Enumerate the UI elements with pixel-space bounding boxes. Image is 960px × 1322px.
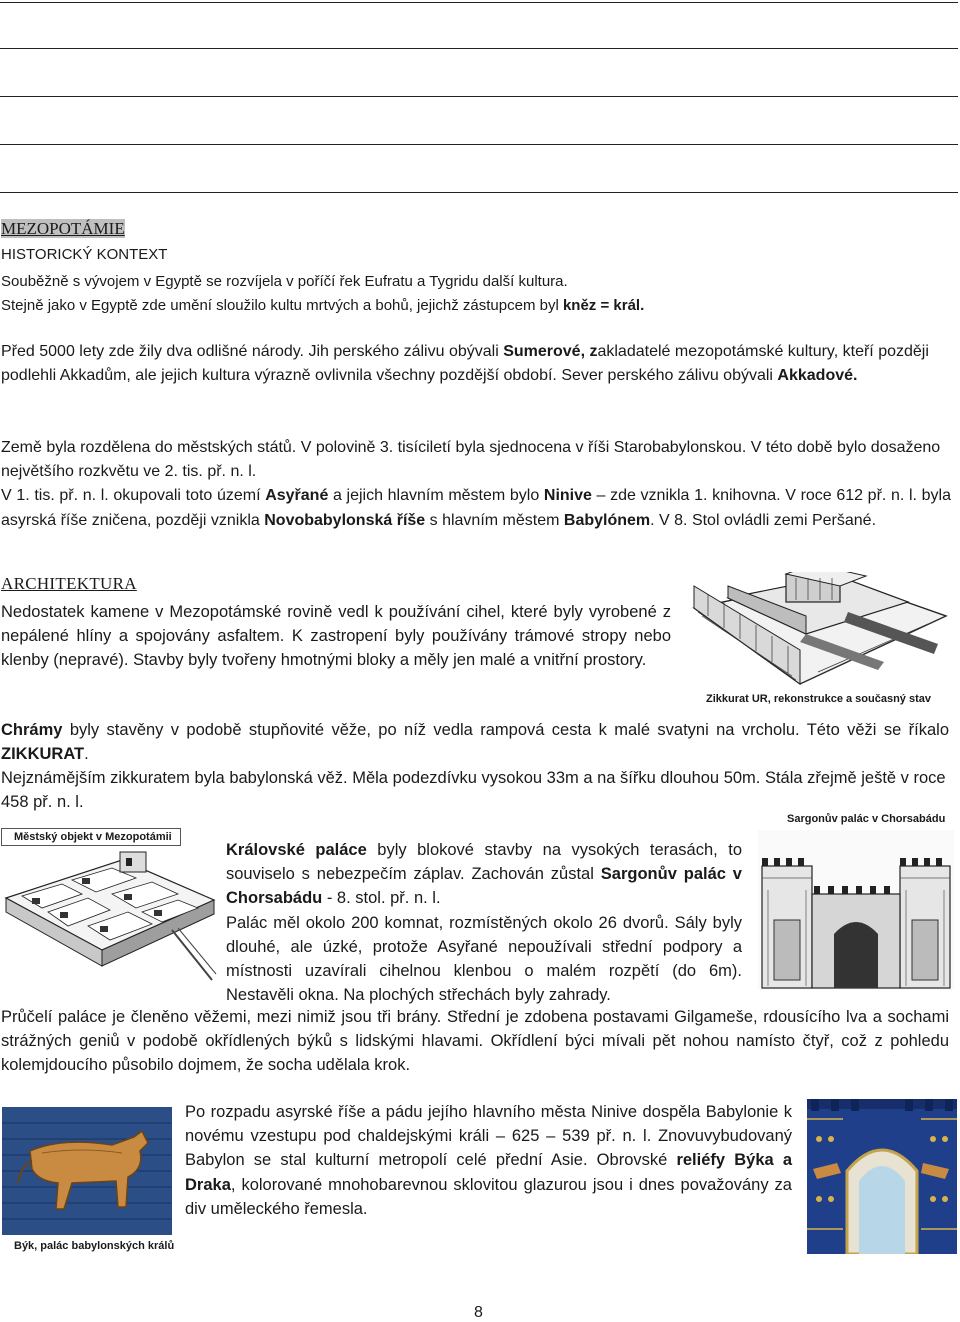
city-caption: Městský objekt v Mezopotámii [14,831,172,843]
city-image [2,850,218,990]
city-image-frame [1,828,181,846]
babel-paragraph: Nejznámějším zikkuratem byla babylonská věž. Měla podezdívku vysokou 33m a na šířku dlouhou 50m. Stála zřejmě ještě v roce 458 př. n. l. [1,769,946,812]
writing-line [0,144,958,145]
ishtar-gate-image [807,1099,957,1254]
nations-paragraph: Před 5000 lety zde žily dva odlišné národy. Jih perského zálivu obývali Sumerové, zakladatelé mezopotámské kultury, kteří později podlehli Akkadům, ale jejich kultura výrazně ovlivnila všechny pozdější období. Sever perského zálivu obývali Akkadové. [1,343,929,385]
page-title: MEZOPOTÁMIE [1,219,125,238]
states-line-b: V 1. tis. př. n. l. okupovali toto území Asyřané a jejich hlavním městem bylo Ninive – zde vznikla 1. knihovna. V roce 612 př. n. l. byla asyrská říše zničena, později vznikla Novobabylonská říše s hlavním městem Babylónem. V 8. Stol ovládli zemi Peršané. [1,487,952,529]
facade-paragraph: Průčelí paláce je členěno věžemi, mezi nimiž jsou tři brány. Střední je zdobena postavami Gilgameše, rdousícího lva a sochami strážných geniů v podobě okřídlených býků s lidskými hlavami. Okřídlení býci mívali pět nohou namísto čtyř, což z pohledu kolemjdoucího působilo dojmem, že socha udělala krok. [1,1008,949,1075]
context-line-1: Souběžně s vývojem v Egyptě se rozvíjela v poříčí řek Eufratu a Tygridu další kultura. [1,273,568,290]
writing-line [0,192,958,193]
writing-line [0,2,958,3]
context-line-2: Stejně jako v Egyptě zde umění sloužilo kultu mrtvých a bohů, jejichž zástupcem byl kněz = král. [1,297,645,314]
writing-line [0,48,958,49]
section-subtitle: HISTORICKÝ KONTEXT [1,246,168,263]
bull-relief-image [2,1107,172,1235]
sargon-palace-image [758,830,954,990]
context-text [1,270,951,318]
palaces-paragraph: Královské paláce byly blokové stavby na vysokých terasách, to souviselo s nebezpečím záplav. Zachován zůstal Sargonův palác v Chorsabádu - 8. stol. př. n. l. Palác měl okolo 200 komnat, rozmístěných okolo 26 dvorů. Sály byly dlouhé, ale úzké, protože Asyřané nepoužívali střední podpory a místnosti uzavírali cihelnou klenbou o malém rozpětí (do 6m). Nestavěli okna. Na plochých střechách byly zahrady. [226,838,742,1007]
page-number: 8 [474,1304,483,1321]
bull-caption: Býk, palác babylonských králů [14,1240,175,1252]
babylon-paragraph: Po rozpadu asyrské říše a pádu jejího hlavního města Ninive dospěla Babylonie k novému vzestupu pod chaldejskými králi – 625 – 539 př. n. l. Znovuvybudovaný Babylon se stal kulturní metropolí celé přední Asie. Obrovské reliéfy Býka a Draka, kolorované mnohobarevnou sklovitou glazurou jsou i dnes považovány za div uměleckého řemesla. [185,1103,792,1218]
ziggurat-caption: Zikkurat UR, rekonstrukce a současný stav [706,693,931,705]
ziggurat-image [688,572,952,690]
sargon-caption: Sargonův palác v Chorsabádu [787,813,946,825]
architecture-paragraph: Nedostatek kamene v Mezopotámské rovině vedl k používání cihel, které byly vyrobené z nepálené hlíny a spojovány asfaltem. K zastropení byly používány trámové stropy nebo klenby (nepravé). Stavby byly tvořeny hmotnými bloky a měly jen malé a vnitřní prostory. [1,603,671,670]
states-line-a: Země byla rozdělena do městských států. V polovině 3. tisíciletí byla sjednocena v říši Starobabylonskou. V této době bylo dosaženo největšího rozkvětu ve 2. tis. př. n. l. [1,439,941,481]
states-paragraph [1,436,951,533]
temples-paragraph: Chrámy byly stavěny v podobě stupňovité věže, po níž vedla rampová cesta k malé svatyni na vrcholu. Této věži se říkalo ZIKKURAT. [1,721,949,764]
palaces-rooms: Palác měl okolo 200 komnat, rozmístěných okolo 26 dvorů. Sály byly dlouhé, ale úzké, protože Asyřané nepoužívali střední podpory a místnosti uzavírali cihelnou klenbou o malém rozpětí (do 6m). Nestavěli okna. Na plochých střechách byly zahrady. [226,913,742,1005]
architecture-heading: ARCHITEKTURA [1,574,137,593]
writing-line [0,96,958,97]
